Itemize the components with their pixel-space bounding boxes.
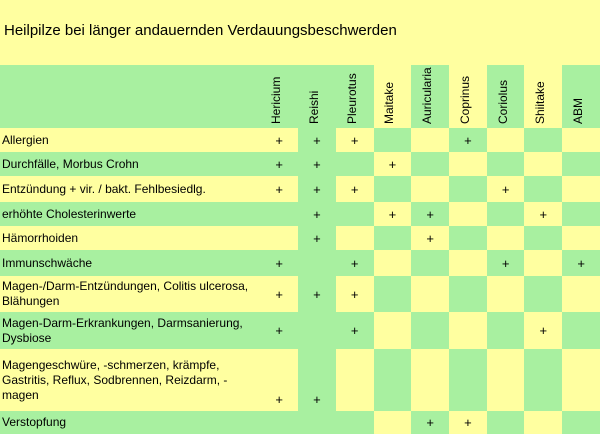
column-header — [487, 65, 525, 128]
cell-mark — [524, 349, 562, 411]
cell-mark: + — [260, 276, 298, 312]
table-row — [0, 411, 600, 434]
row-label: Durchfälle, Morbus Crohn — [0, 152, 260, 176]
cell-mark — [487, 312, 525, 349]
column-header-label: Hericium — [269, 76, 284, 124]
column-header-label: Maitake — [382, 81, 397, 124]
cell-mark — [449, 176, 487, 202]
row-label: Magen-Darm-Erkrankungen, Darmsanierung, Dysbiose — [0, 312, 260, 349]
cell-mark — [411, 349, 449, 411]
cell-mark — [449, 276, 487, 312]
cell-mark — [260, 226, 298, 250]
column-header — [260, 65, 298, 128]
table-row — [0, 312, 600, 349]
cell-mark — [374, 312, 412, 349]
remedy-matrix-table — [0, 65, 600, 434]
column-header — [336, 65, 374, 128]
column-header-label: Reishi — [306, 90, 321, 124]
cell-mark — [449, 226, 487, 250]
cell-mark — [411, 176, 449, 202]
cell-mark — [524, 411, 562, 434]
cell-mark — [562, 411, 600, 434]
cell-mark: + — [374, 152, 412, 176]
cell-mark — [487, 202, 525, 226]
cell-mark: + — [524, 312, 562, 349]
cell-mark: + — [336, 276, 374, 312]
cell-mark: + — [298, 349, 336, 411]
cell-mark: + — [524, 202, 562, 226]
cell-mark — [524, 250, 562, 276]
cell-mark: + — [260, 128, 298, 152]
cell-mark — [524, 152, 562, 176]
column-header — [449, 65, 487, 128]
cell-mark: + — [411, 411, 449, 434]
table-row — [0, 349, 600, 411]
cell-mark: + — [336, 176, 374, 202]
cell-mark — [449, 349, 487, 411]
column-header — [562, 65, 600, 128]
cell-mark: + — [260, 152, 298, 176]
table-row — [0, 226, 600, 250]
cell-mark — [336, 202, 374, 226]
cell-mark: + — [298, 128, 336, 152]
cell-mark — [336, 349, 374, 411]
row-label: Allergien — [0, 128, 260, 152]
column-header — [411, 65, 449, 128]
cell-mark: + — [260, 176, 298, 202]
cell-mark — [336, 226, 374, 250]
cell-mark — [487, 411, 525, 434]
cell-mark: + — [487, 250, 525, 276]
cell-mark — [487, 276, 525, 312]
cell-mark: + — [260, 250, 298, 276]
cell-mark — [524, 176, 562, 202]
column-header-label: Coriolus — [495, 79, 510, 124]
row-label: Magengeschwüre, -schmerzen, krämpfe, Gastritis, Reflux, Sodbrennen, Reizdarm, -magen — [0, 349, 260, 411]
cell-mark — [562, 226, 600, 250]
cell-mark — [411, 276, 449, 312]
cell-mark — [374, 276, 412, 312]
cell-mark: + — [336, 312, 374, 349]
cell-mark — [260, 202, 298, 226]
column-header-label: Coprinus — [457, 75, 472, 124]
cell-mark — [449, 202, 487, 226]
cell-mark — [487, 349, 525, 411]
table-row — [0, 128, 600, 152]
cell-mark — [524, 276, 562, 312]
cell-mark — [562, 202, 600, 226]
cell-mark: + — [336, 250, 374, 276]
cell-mark — [562, 312, 600, 349]
cell-mark — [374, 250, 412, 276]
column-header-label: Shiitake — [533, 81, 548, 124]
cell-mark — [411, 312, 449, 349]
header-corner — [0, 65, 260, 128]
column-header — [524, 65, 562, 128]
cell-mark: + — [562, 250, 600, 276]
column-header — [298, 65, 336, 128]
cell-mark — [562, 276, 600, 312]
cell-mark — [562, 152, 600, 176]
column-header-label: ABM — [571, 97, 586, 124]
cell-mark — [487, 128, 525, 152]
cell-mark — [411, 250, 449, 276]
cell-mark — [449, 152, 487, 176]
cell-mark: + — [260, 349, 298, 411]
row-label: Hämorrhoiden — [0, 226, 260, 250]
cell-mark — [411, 128, 449, 152]
cell-mark: + — [411, 202, 449, 226]
row-label: Entzündung + vir. / bakt. Fehlbesiedlg. — [0, 176, 260, 202]
table-row — [0, 276, 600, 312]
cell-mark: + — [449, 411, 487, 434]
cell-mark — [374, 411, 412, 434]
cell-mark — [562, 349, 600, 411]
cell-mark — [487, 152, 525, 176]
cell-mark: + — [336, 128, 374, 152]
cell-mark — [449, 250, 487, 276]
cell-mark: + — [374, 202, 412, 226]
cell-mark — [411, 152, 449, 176]
cell-mark — [562, 176, 600, 202]
page-title: Heilpilze bei länger andauernden Verdauungsbeschwerden — [4, 22, 397, 39]
table-row — [0, 202, 600, 226]
cell-mark — [524, 226, 562, 250]
cell-mark — [449, 312, 487, 349]
cell-mark — [298, 411, 336, 434]
table-row — [0, 152, 600, 176]
cell-mark — [298, 312, 336, 349]
cell-mark — [374, 128, 412, 152]
cell-mark: + — [298, 176, 336, 202]
header-row — [0, 65, 600, 128]
cell-mark — [374, 176, 412, 202]
cell-mark — [487, 226, 525, 250]
row-label: erhöhte Cholesterinwerte — [0, 202, 260, 226]
column-header-label: Pleurotus — [344, 73, 359, 124]
cell-mark: + — [411, 226, 449, 250]
cell-mark: + — [260, 312, 298, 349]
row-label: Magen-/Darm-Entzündungen, Colitis ulcerosa, Blähungen — [0, 276, 260, 312]
cell-mark — [374, 226, 412, 250]
column-header — [374, 65, 412, 128]
table-row — [0, 250, 600, 276]
row-label: Verstopfung — [0, 411, 260, 434]
cell-mark — [298, 250, 336, 276]
cell-mark — [336, 152, 374, 176]
table-row — [0, 176, 600, 202]
cell-mark: + — [449, 128, 487, 152]
cell-mark: + — [298, 202, 336, 226]
cell-mark: + — [298, 226, 336, 250]
cell-mark — [562, 128, 600, 152]
column-header-label: Auricularia — [420, 67, 435, 124]
cell-mark: + — [298, 152, 336, 176]
row-label: Immunschwäche — [0, 250, 260, 276]
cell-mark — [260, 411, 298, 434]
cell-mark: + — [487, 176, 525, 202]
cell-mark: + — [298, 276, 336, 312]
cell-mark — [336, 411, 374, 434]
cell-mark — [374, 349, 412, 411]
cell-mark — [524, 128, 562, 152]
